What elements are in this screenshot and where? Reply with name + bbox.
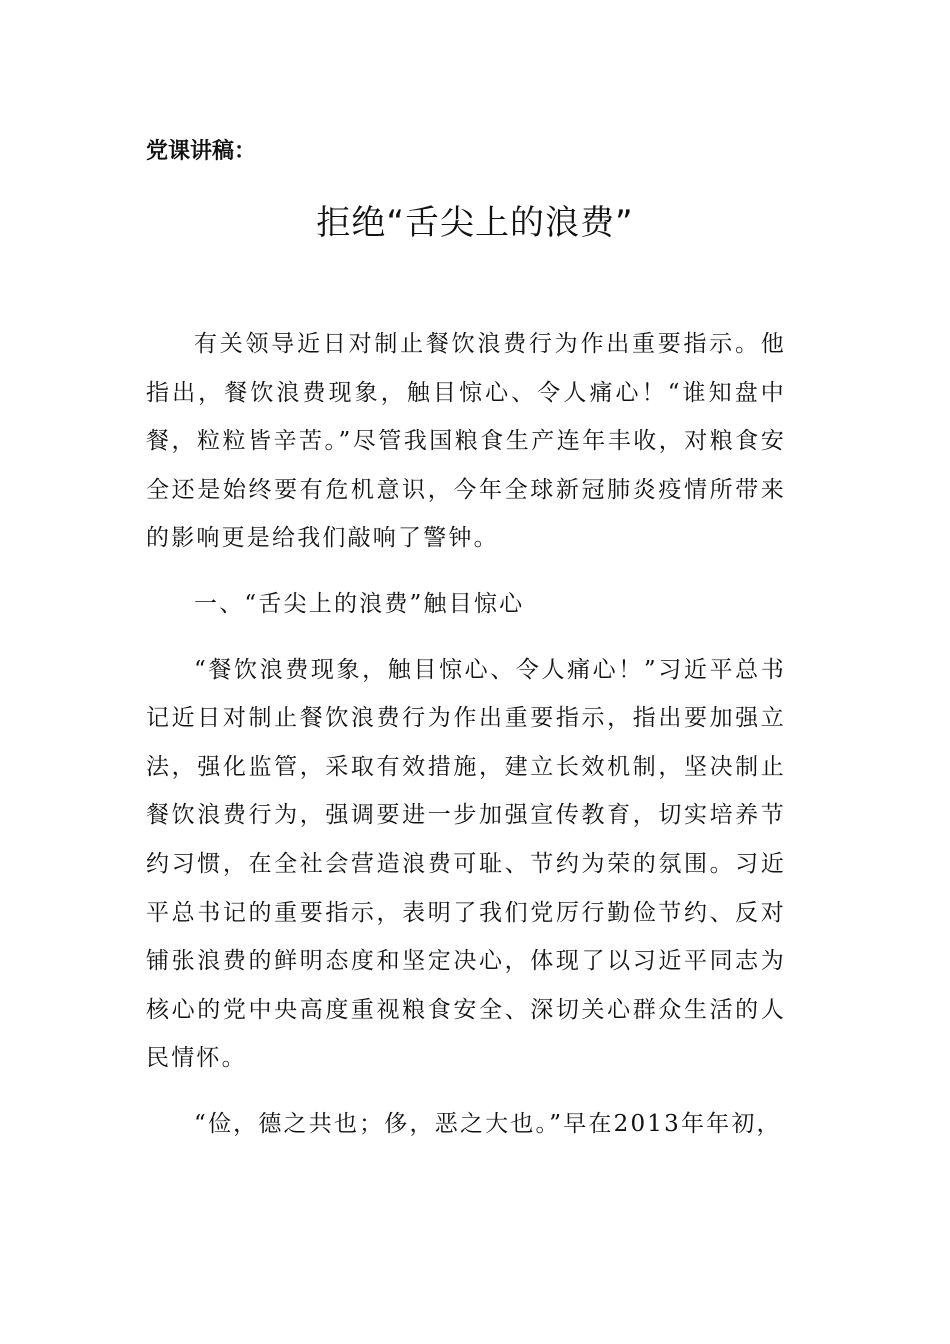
document-label: 党课讲稿：	[146, 139, 257, 164]
document-body	[146, 320, 786, 1149]
section-heading-1: 一、“舌尖上的浪费”触目惊心	[194, 590, 525, 617]
document-title: 拒绝“舌尖上的浪费”	[316, 203, 634, 243]
paragraph-section1-quote: “俭，德之共也；侈，恶之大也。”早在2013年年初，	[194, 1110, 782, 1137]
paragraph-section1-main: “餐饮浪费现象，触目惊心、令人痛心！”习近平总书记近日对制止餐饮浪费行为作出重要指示，指出要加强立法，强化监管，采取有效措施，建立长效机制，坚决制止餐饮浪费行为，强调要进一步加强宣传教育，切实培养节约习惯，在全社会营造浪费可耻、节约为荣的氛围。习近平总书记的重要指示，表明了我们党厉行勤俭节约、反对铺张浪费的鲜明态度和坚定决心，体现了以习近平同志为核心的党中央高度重视粮食安全、深切关心群众生活的人民情怀。	[146, 656, 786, 1072]
paragraph-intro: 有关领导近日对制止餐饮浪费行为作出重要指示。他指出，餐饮浪费现象，触目惊心、令人痛心！“谁知盘中餐，粒粒皆辛苦。”尽管我国粮食生产连年丰收，对粮食安全还是始终要有危机意识，今年全球新冠肺炎疫情所带来的影响更是给我们敲响了警钟。	[146, 331, 786, 552]
